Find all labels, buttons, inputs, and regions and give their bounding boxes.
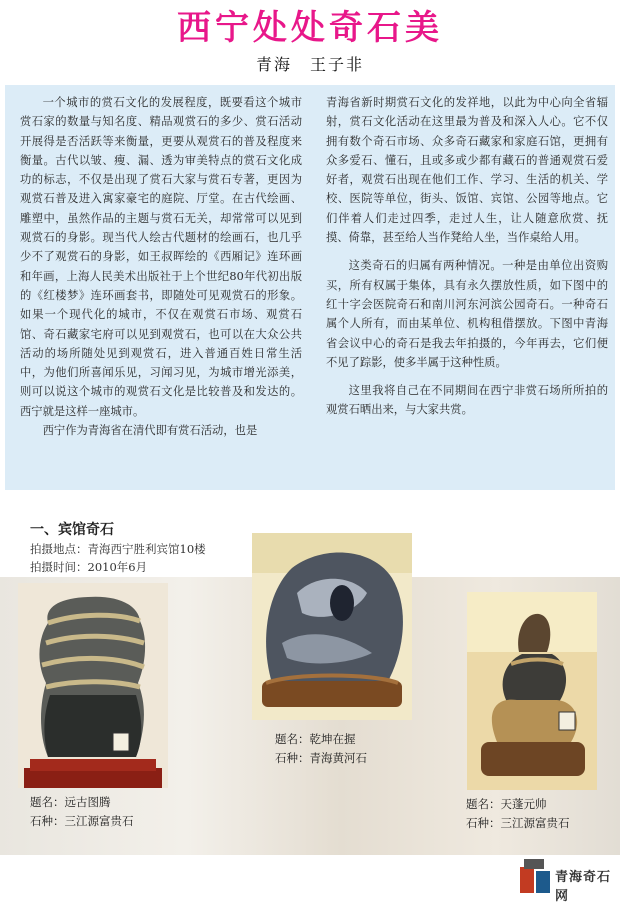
stone-caption-3 [466, 795, 570, 833]
page-title: 西宁处处奇石美 [177, 8, 443, 48]
stone-caption-1 [30, 793, 134, 831]
paragraph: 青海省新时期赏石文化的发祥地，以此为中心向全省辐射，赏石文化活动在这里最为普及和深入人心。它不仅拥有数个奇石市场、众多奇石藏家和家庭石馆，更拥有众多爱石、懂石，且或多或少都有藏石的普通观赏石爱好者，观赏石出现在他们工作、学习、生活的机关、学校、医院等单位，街头、饭馆、宾馆、公园等地点。它们伴着人们走过四季，走过人生，让人随意欣赏、抚摸、倚靠，甚至给人当作凳给人坐，当作桌给人用。 [326, 96, 608, 245]
photo-time: 拍摄时间：2010年6月 [30, 560, 148, 574]
photo-location: 拍摄地点：青海西宁胜利宾馆10楼 [30, 542, 206, 556]
stone-photo-2 [252, 533, 412, 720]
stone-title: 题名：远古图腾 [30, 795, 111, 809]
stone-title: 题名：乾坤在握 [275, 732, 356, 746]
section-heading: 一、宾馆奇石 [30, 522, 114, 538]
stone-title: 题名：天蓬元帅 [466, 797, 547, 811]
paragraph: 西宁作为青海省在清代即有赏石活动，也是 [42, 424, 258, 438]
stone-type: 石种：青海黄河石 [275, 751, 367, 765]
paragraph: 这里我将自己在不同期间在西宁非赏石场所所拍的观赏石晒出来，与大家共赏。 [326, 384, 608, 417]
site-logo-text: 青海奇石网 [555, 870, 612, 904]
stone-photo-3 [467, 592, 597, 790]
article-column-right [326, 93, 608, 420]
paragraph: 一个城市的赏石文化的发展程度，既要看这个城市赏石家的数量与知名度、精品观赏石的多少、赏石活动开展得是否活跃等来衡量，更要从观赏石的普及程度来衡量。古代以皱、瘦、漏、透为审美特点的赏石文化成功的标志，不仅是出现了赏石大家与赏石专著，更因为观赏石普及进入寓家豪宅的庭院、厅堂。在古代绘画、雕塑中，虽然作品的主题与赏石无关，却常常可以见到观赏石的身影。现当代人绘古代题材的绘画石，也几乎少不了观赏石的身影，如王叔晖绘的《西厢记》连环画和年画，上海人民美术出版社于上个世纪80年代初出版的《红楼梦》连环画套书，即随处可见观赏石的形象。如果一个现代化的城市，不仅在观赏石市场、观赏石馆、奇石藏家宅府可以见到观赏石，也可以在大众公共活动的场所随处见到观赏石，进入普通百姓日常生活中，为他们所喜闻乐见，习闻习见，为城市增光添美，则可以说这个城市的观赏石文化是比较普及和发达的。西宁就是这样一座城市。 [20, 96, 302, 418]
stone-type: 石种：三江源富贵石 [30, 814, 134, 828]
stone-type: 石种：三江源富贵石 [466, 816, 570, 830]
stone-caption-2 [275, 730, 367, 768]
stone-photo-1 [18, 583, 168, 788]
article-column-left [20, 93, 302, 440]
author-byline: 青海 王子非 [255, 55, 364, 74]
paragraph: 这类奇石的归属有两种情况。一种是由单位出资购买，所有权属于集体，具有永久摆放性质，如下图中的红十字会医院奇石和南川河东河滨公园奇石。一种奇石属个人所有，而由某单位、机构租借摆放。下图中青海省会议中心的奇石是我去年拍摄的，今年再去，它们便不见了踪影，使多半属于这种性质。 [326, 259, 608, 369]
